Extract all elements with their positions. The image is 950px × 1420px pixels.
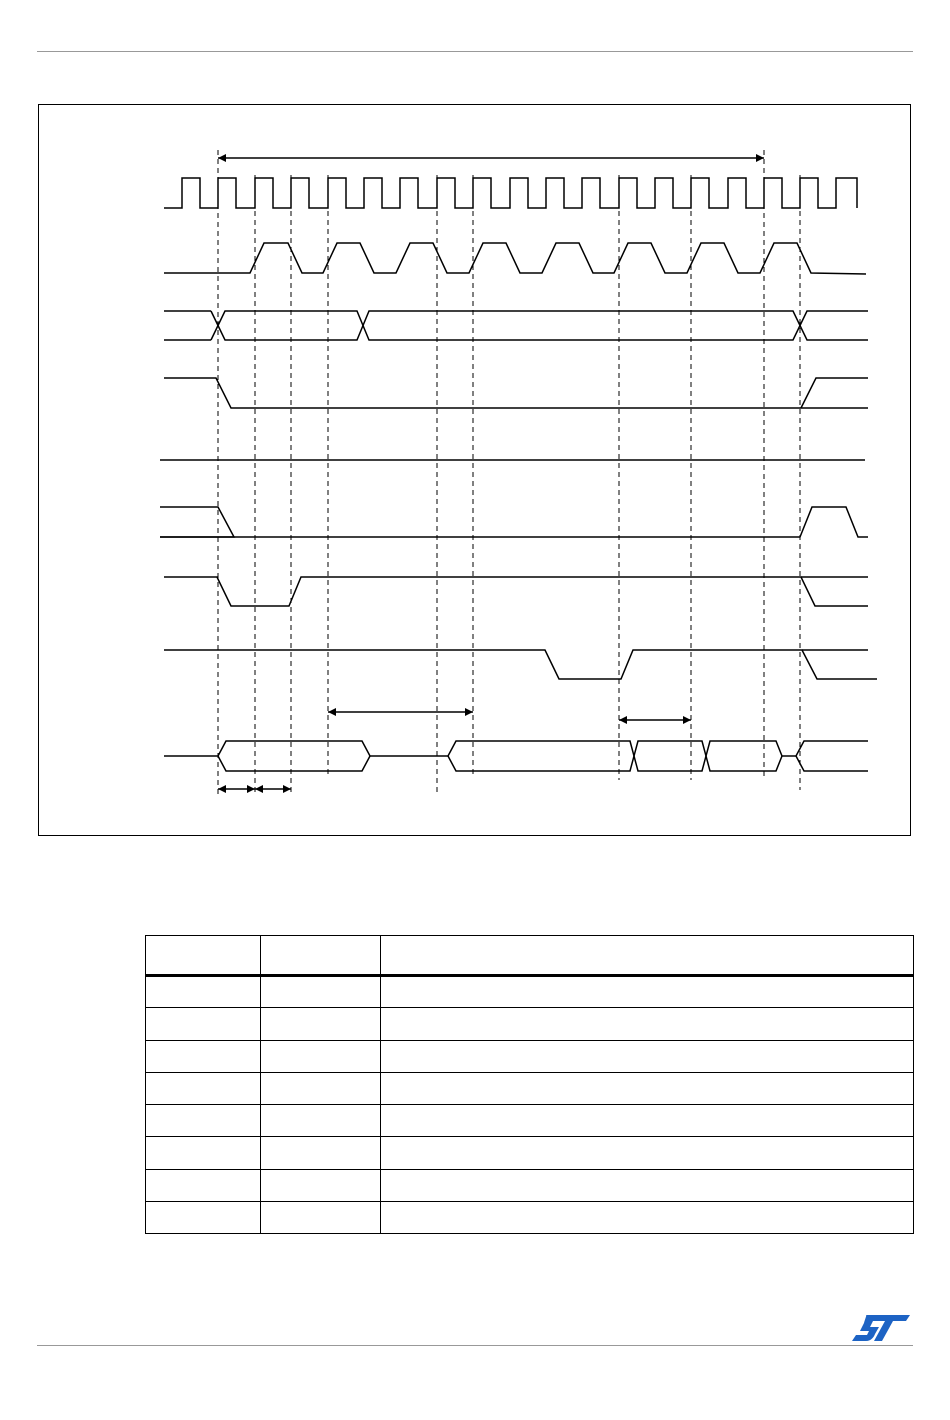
table-row (146, 1201, 914, 1233)
table-row (146, 1040, 914, 1072)
table-cell (261, 1008, 381, 1040)
table-cell (261, 1105, 381, 1137)
table-row (146, 1137, 914, 1169)
table-cell (146, 1137, 261, 1169)
table-header-cell (381, 936, 914, 976)
table-cell (146, 1008, 261, 1040)
table-header-cell (261, 936, 381, 976)
table-cell (381, 976, 914, 1008)
timing-reference-lines (218, 150, 800, 795)
table-cell (381, 1008, 914, 1040)
table-cell (381, 1072, 914, 1104)
table-row (146, 1072, 914, 1104)
table-cell (261, 1137, 381, 1169)
table-cell (261, 1072, 381, 1104)
table-cell (381, 1201, 914, 1233)
table-cell (381, 1137, 914, 1169)
table-header-cell (146, 936, 261, 976)
waveform-data-bus (164, 741, 868, 771)
table-row (146, 976, 914, 1008)
parameters-table (145, 935, 914, 1234)
waveform-clock (164, 178, 857, 208)
waveform-signal-5 (160, 507, 234, 537)
st-logo (852, 1313, 910, 1343)
table-cell (261, 1201, 381, 1233)
waveform-signal-3 (164, 378, 868, 408)
table-cell (381, 1040, 914, 1072)
table-cell (261, 1169, 381, 1201)
table-cell (146, 1105, 261, 1137)
waveform-signal-6 (164, 577, 868, 606)
table-cell (146, 1169, 261, 1201)
timing-waveforms (160, 158, 877, 789)
waveform-signal-3-return (801, 378, 868, 408)
table-cell (146, 1072, 261, 1104)
table-row (146, 1169, 914, 1201)
table-cell (146, 976, 261, 1008)
footer-rule (37, 1345, 913, 1346)
table-row (146, 1105, 914, 1137)
table-cell (146, 1040, 261, 1072)
table-header-row (146, 936, 914, 976)
table-cell (146, 1201, 261, 1233)
table-row (146, 1008, 914, 1040)
table-cell (381, 1105, 914, 1137)
waveform-signal-7 (164, 650, 877, 679)
waveform-pulses (164, 243, 866, 274)
table-cell (261, 1040, 381, 1072)
table-cell (381, 1169, 914, 1201)
waveform-bus-1 (164, 311, 868, 340)
table-cell (261, 976, 381, 1008)
